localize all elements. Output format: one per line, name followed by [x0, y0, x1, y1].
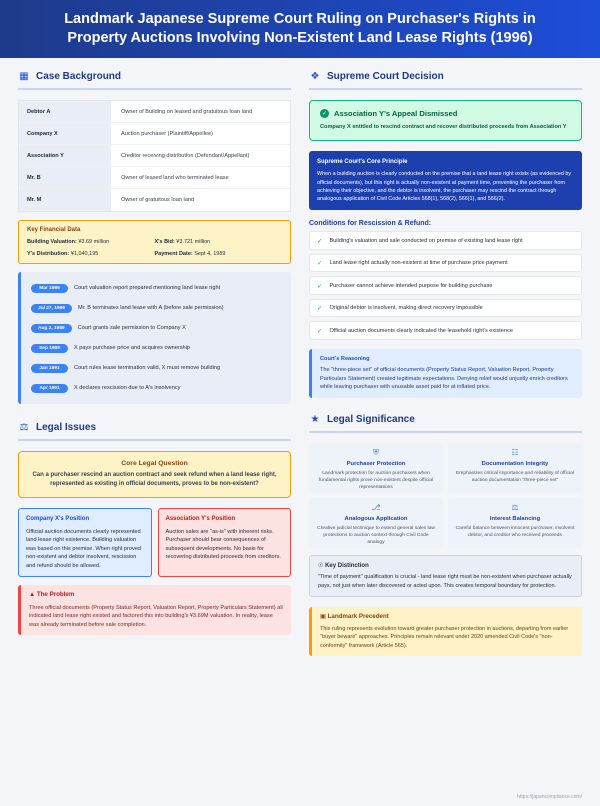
table-row: Debtor A Owner of Building on leased and gratuitous loan land	[19, 101, 290, 123]
bookmark-icon: ▣	[320, 613, 326, 621]
significance-card: ⚖ Interest Balancing Careful balance between innocent purchaser, insolvent debtor, and creditor who received proceeds	[448, 498, 582, 548]
check-circle-icon: ✓	[321, 111, 328, 117]
left-column	[18, 58, 291, 656]
warning-icon: ▲	[29, 591, 36, 598]
case-background-heading: ▦ Case Background	[18, 71, 291, 90]
table-row: Mr. B Owner of leased land who terminated lease	[19, 167, 290, 189]
court-reasoning-box: Court's Reasoning The "three-piece set" of official documents (Property Status Report, Valuation Report, Property Particulars Statement) created legitimate expectations. Denying relief would unjustly enrich creditors while leaving purchaser with unusable asset paid for at inflated price.	[309, 349, 582, 398]
problem-box: ▲ The Problem Three official documents (Property Status Report, Valuation Report, Property Particulars Statement) all indicated land lease right existed and factored this into building's ¥3.69M valuation. In reality, lease was already terminated before sale completion.	[18, 585, 291, 635]
significance-card: ☷ Documentation Integrity Emphasizes critical importance and reliability of official auction documentation "three-piece set"	[448, 443, 582, 493]
footer-url: https://japancompliance.com/	[517, 794, 582, 800]
list-item: ✓ Official auction documents clearly indicated the leasehold right's existence	[309, 321, 582, 340]
lightbulb-icon: ☉	[318, 562, 324, 569]
gavel-icon: ❖	[310, 71, 320, 82]
association-y-position: Association Y's Position Auction sales are "as-is" with inherent risks. Purchaser should bear consequences of subsequent developments. No basis for recovering distributed proceeds from creditors.	[158, 508, 292, 577]
timeline-item: Sep 1989 X pays purchase price and acquires ownership	[31, 338, 283, 358]
list-item: ✓ Building's valuation and sale conducted on premise of existing land lease right	[309, 231, 582, 250]
table-row: Association Y Creditor receiving distribution (Defendant/Appellant)	[19, 145, 290, 167]
building-icon: ▦	[19, 71, 29, 82]
landmark-precedent-box: ▣ Landmark Precedent This ruling represents evolution toward greater purchaser protection in auctions, departing from earlier "buyer beware" approaches. Principles remain relevant under 2020 amended Civil Code's "non-conformity" framework (Article 565).	[309, 607, 582, 656]
list-item: ✓ Land lease right actually non-existent at time of purchase price payment	[309, 254, 582, 273]
financial-data-box: Key Financial Data Building Valuation: ¥3.69 million X's Bid: ¥3.721 million Y's Distribution: ¥1,040,195 Payment Date: Sept 4, 1989	[18, 220, 291, 264]
branch-icon: ⎇	[371, 502, 381, 512]
check-icon: ✓	[317, 237, 323, 245]
check-icon: ✓	[317, 260, 323, 268]
check-icon: ✓	[317, 327, 323, 335]
core-principle-box: Supreme Court's Core Principle When a building auction is clearly conducted on the premise that a land lease right exists (as evidenced by official documents), but this right is actually non-existent at payment time, preventing the purchaser from achieving their objective, and the debtor is insolvent, the purchaser may rescind the contract through analogous application of Civil Code Articles 568(1), 568(2), 566(1), and 566(2).	[309, 151, 582, 210]
page-header	[0, 0, 600, 58]
check-icon: ✓	[317, 282, 323, 290]
timeline-item: Mar 1989 Court valuation report prepared mentioning land lease right	[31, 278, 283, 298]
timeline-item: Jan 1991 Court rules lease termination valid, X must remove building	[31, 358, 283, 378]
company-x-position: Company X's Position Official auction documents clearly represented land lease right existence. Building valuation was based on this premise. When right proved non-existent and debtor insolvent, rescission and refund should be allowed.	[18, 508, 152, 577]
page-title: Landmark Japanese Supreme Court Ruling on Purchaser's Rights in Property Auctions Involving Non-Existent Land Lease Rights (1996)	[64, 11, 536, 46]
significance-card: ⛨ Purchaser Protection Landmark protection for auction purchasers when fundamental rights prove non-existent despite official representations	[309, 443, 443, 493]
timeline-item: Aug 2, 1989 Court grants sale permission to Company X	[31, 318, 283, 338]
list-item: ✓ Purchaser cannot achieve intended purpose for building purchase	[309, 276, 582, 295]
appeal-dismissed-box: ✓ Association Y's Appeal Dismissed Company X entitled to rescind contract and recover distributed proceeds from Association Y	[309, 100, 582, 141]
decision-heading: ❖ Supreme Court Decision	[309, 71, 582, 90]
shield-icon: ⛨	[373, 447, 379, 457]
significance-card: ⎇ Analogous Application Creative judicial technique to extend general sales law protections to auction context through Civil Code analogy	[309, 498, 443, 548]
document-icon: ☷	[511, 447, 519, 457]
legal-issues-heading: ⚖ Legal Issues	[18, 422, 291, 441]
parties-table	[18, 100, 291, 212]
timeline-item: Apr 1991 X declares rescission due to A's insolvency	[31, 378, 283, 398]
core-question-box: Core Legal Question Can a purchaser rescind an auction contract and seek refund when a land lease right, represented as existing in official documents, proves to be non-existent?	[18, 451, 291, 498]
star-icon: ★	[310, 413, 320, 425]
table-row: Company X Auction purchaser (Plaintiff/Appellee)	[19, 123, 290, 145]
scales-icon: ⚖	[511, 502, 519, 512]
list-item: ✓ Original debtor is insolvent, making direct recovery impossible	[309, 299, 582, 318]
significance-heading: ★ Legal Significance	[309, 414, 582, 433]
scales-icon: ⚖	[19, 422, 29, 433]
check-icon: ✓	[317, 305, 323, 313]
timeline-item: Jul 27, 1989 Mr. B terminates land lease with A (before sale permission)	[31, 298, 283, 318]
conditions-heading: Conditions for Rescission & Refund:	[309, 220, 432, 228]
right-column	[309, 58, 582, 656]
key-distinction-box: ☉ Key Distinction "Time of payment" qualification is crucial - land lease right must be non-existent when purchaser actually pays, not just when later discovered or acted upon. This creates temporal boundary for protection.	[309, 555, 582, 598]
table-row: Mr. M Owner of gratuitous loan land	[19, 189, 290, 211]
timeline	[18, 272, 291, 404]
